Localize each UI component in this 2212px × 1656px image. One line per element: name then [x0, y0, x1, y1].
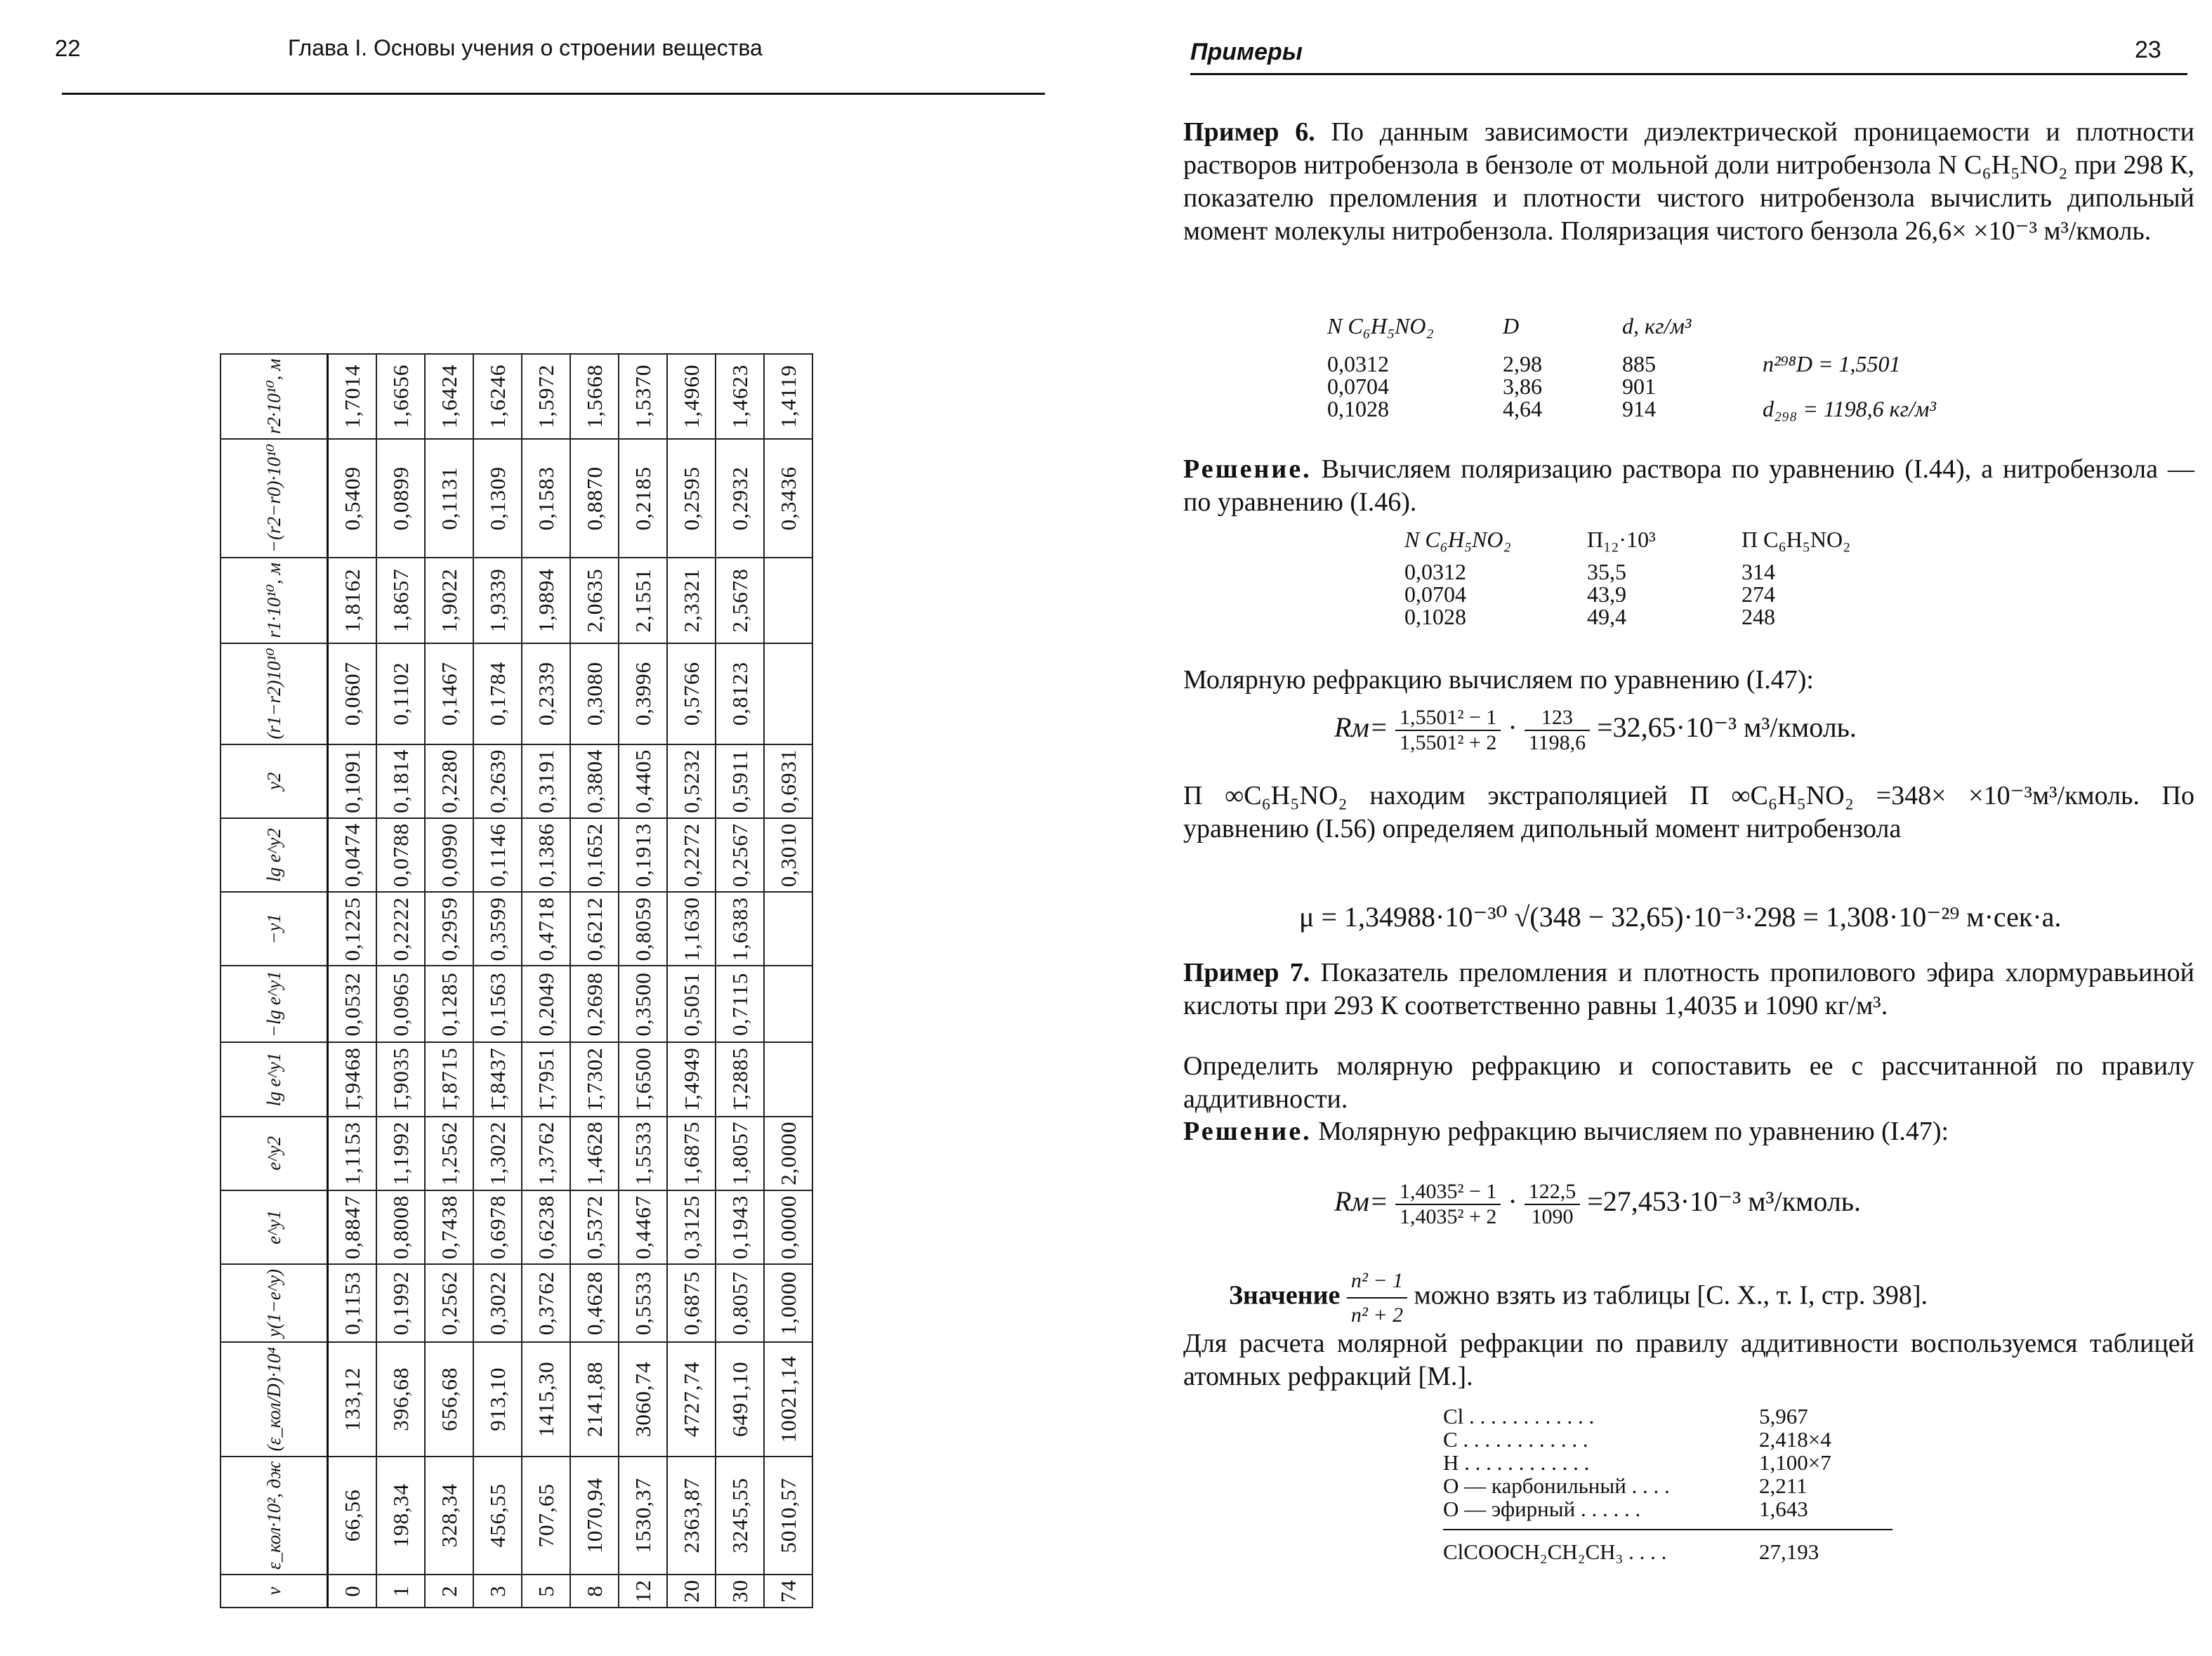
- table-cell: 0,1652: [570, 818, 619, 892]
- frac-den: 1090: [1531, 1205, 1574, 1228]
- table-cell: 1,8657: [376, 558, 425, 643]
- table-cell: 0,2222: [376, 892, 425, 966]
- table-cell: 4727,74: [667, 1342, 716, 1456]
- table-header-cell: ε_кол·10², дж: [220, 1457, 328, 1575]
- frac-num: 122,5: [1525, 1180, 1581, 1205]
- table-cell: 0,8057: [716, 1264, 764, 1342]
- table-cell: 2,0635: [570, 558, 619, 643]
- table-cell: 1,9894: [522, 558, 570, 643]
- running-title: Примеры: [1190, 39, 1303, 65]
- mu-formula: μ = 1,34988·10⁻³⁰ √(348 − 32,65)·10⁻³·298 = 1,308·10⁻²⁹ м·сек·а.: [1299, 901, 2062, 933]
- atom-row: [1443, 1428, 1878, 1451]
- table-cell: 0,8059: [619, 892, 667, 966]
- atom-name: O — эфирный . . . . . .: [1443, 1497, 1641, 1521]
- table-cell: 0,3500: [619, 966, 667, 1042]
- table-cell: 396,68: [376, 1342, 425, 1456]
- header-rule: [1190, 73, 2187, 75]
- table-cell: 0,1386: [522, 818, 570, 892]
- table-cell: 1,6246: [473, 354, 522, 439]
- table-cell: 0,1467: [425, 643, 473, 744]
- table-cell: 1,9339: [473, 558, 522, 643]
- table-cell: 1,6424: [425, 354, 473, 439]
- atom-row: [1443, 1451, 1878, 1474]
- table-cell: 30: [716, 1575, 764, 1608]
- cell: 35,5: [1587, 559, 1626, 584]
- table-cell: 0,4405: [619, 744, 667, 818]
- table-cell: 1,1992: [376, 1117, 425, 1190]
- table-cell: 0,2639: [473, 744, 522, 818]
- rm-frac1: [1395, 1180, 1501, 1229]
- table-cell: 1̄,8715: [425, 1042, 473, 1116]
- table-cell: 2,0000: [764, 1117, 812, 1190]
- table-cell: 0,3762: [522, 1264, 570, 1342]
- table-cell: 1̄,9035: [376, 1042, 425, 1116]
- cell: 0,0704: [1404, 581, 1466, 607]
- table-cell: 1,7014: [328, 354, 377, 439]
- table-cell: 5010,57: [764, 1457, 812, 1575]
- example7-task: Определить молярную рефракцию и сопоставить ее с рассчитанной по правилу аддитивности.: [1183, 1051, 2194, 1114]
- table-cell: 0,1563: [473, 966, 522, 1042]
- table-cell: 656,68: [425, 1342, 473, 1456]
- table-cell: 0,1131: [425, 439, 473, 558]
- table-cell: 0,1153: [328, 1264, 377, 1342]
- table-cell: 456,55: [473, 1457, 522, 1575]
- table-cell: [764, 1042, 812, 1116]
- table-cell: [764, 966, 812, 1042]
- pol-row: [1404, 583, 1966, 605]
- table-cell: 133,12: [328, 1342, 377, 1456]
- table-cell: 2,3321: [667, 558, 716, 643]
- table-cell: 1,4119: [764, 354, 812, 439]
- table-cell: 198,34: [376, 1457, 425, 1575]
- table-cell: 1,6656: [376, 354, 425, 439]
- table-cell: 2141,88: [570, 1342, 619, 1456]
- table-cell: 1,1153: [328, 1117, 377, 1190]
- table-cell: 1,9022: [425, 558, 473, 643]
- header-cell: N C₆H₅NO₂: [1404, 527, 1511, 552]
- table-cell: 1,4623: [716, 354, 764, 439]
- cell: 49,4: [1587, 604, 1626, 629]
- chapter-title: Глава I. Основы учения о строении вещества: [288, 35, 763, 60]
- table-cell: 0,3191: [522, 744, 570, 818]
- table-cell: 0,2562: [425, 1264, 473, 1342]
- table-cell: 0,7115: [716, 966, 764, 1042]
- header-cell: d, кг/м³: [1622, 313, 1692, 339]
- table-header-cell: y2: [220, 744, 328, 818]
- header-cell: D: [1503, 313, 1520, 339]
- table-cell: 0,6238: [522, 1190, 570, 1264]
- table-cell: 0,6931: [764, 744, 812, 818]
- rotated-table: [220, 353, 813, 1608]
- table-cell: 1,5370: [619, 354, 667, 439]
- header-cell: N C₆H₅NO₂: [1327, 313, 1434, 339]
- frac-num: 123: [1525, 706, 1590, 731]
- cell: 0,1028: [1327, 396, 1389, 421]
- table-cell: 1,4960: [667, 354, 716, 439]
- table-header-cell: −lg e^y1: [220, 966, 328, 1042]
- table-cell: 6491,10: [716, 1342, 764, 1456]
- table-cell: 10021,14: [764, 1342, 812, 1456]
- table-cell: 2,1551: [619, 558, 667, 643]
- data-table: [220, 353, 813, 1608]
- table-cell: [764, 643, 812, 744]
- data-row: [1327, 375, 2029, 397]
- table-header-cell: −y1: [220, 892, 328, 966]
- table-body: [328, 354, 813, 1608]
- pol-row: [1404, 605, 1966, 628]
- table-cell: 0,0000: [764, 1190, 812, 1264]
- table-cell: 0,5766: [667, 643, 716, 744]
- table-cell: 74: [764, 1575, 812, 1608]
- table-cell: 0,5232: [667, 744, 716, 818]
- table-cell: 1,4628: [570, 1117, 619, 1190]
- pol-header: [1404, 528, 1966, 551]
- table-cell: 0,2339: [522, 643, 570, 744]
- total-value: 27,193: [1759, 1539, 1819, 1564]
- table-cell: 0,0474: [328, 818, 377, 892]
- table-cell: 0,8870: [570, 439, 619, 558]
- table-cell: 0,2698: [570, 966, 619, 1042]
- solution7-paragraph: [1183, 1115, 2194, 1148]
- table-cell: 1,6875: [667, 1117, 716, 1190]
- table-row: [619, 354, 667, 1608]
- table-row: [425, 354, 473, 1608]
- rm-result: =32,65·10⁻³ м³/кмоль.: [1597, 711, 1857, 744]
- table-cell: 12: [619, 1575, 667, 1608]
- table-cell: 1̄,9468: [328, 1042, 377, 1116]
- table-row: [667, 354, 716, 1608]
- frac-den: n² + 2: [1350, 1303, 1404, 1327]
- table-cell: 2: [425, 1575, 473, 1608]
- atom-name: H . . . . . . . . . . . .: [1443, 1450, 1590, 1475]
- table-cell: 0,1309: [473, 439, 522, 558]
- atom-value: 2,418×4: [1759, 1427, 1831, 1452]
- cell: 314: [1742, 559, 1775, 584]
- table-cell: 0,1225: [328, 892, 377, 966]
- value-paragraph: [1229, 1264, 2198, 1332]
- table-cell: 1̄,7951: [522, 1042, 570, 1116]
- table-cell: 1,6383: [716, 892, 764, 966]
- d-value: d₂₉₈ = 1198,6 кг/м³: [1763, 396, 1936, 421]
- cell: 914: [1622, 396, 1656, 421]
- table-cell: 0,1943: [716, 1190, 764, 1264]
- table-cell: 0,2567: [716, 818, 764, 892]
- table-header-cell: lg e^y1: [220, 1042, 328, 1116]
- table-cell: 1,1630: [667, 892, 716, 966]
- table-cell: 707,65: [522, 1457, 570, 1575]
- additivity-paragraph: Для расчета молярной рефракции по правилу аддитивности воспользуемся таблицей атомных рефракций [М.].: [1183, 1329, 2194, 1391]
- table-cell: 0,4718: [522, 892, 570, 966]
- cell: 248: [1742, 604, 1775, 629]
- table-cell: 913,10: [473, 1342, 522, 1456]
- table-cell: 1̄,6500: [619, 1042, 667, 1116]
- table-cell: 0,0990: [425, 818, 473, 892]
- table-cell: 20: [667, 1575, 716, 1608]
- atom-name: O — карбонильный . . . .: [1443, 1473, 1670, 1498]
- pol-row: [1404, 560, 1966, 583]
- table-cell: 0,0899: [376, 439, 425, 558]
- total-name: ClCOOCH₂CH₂CH₃ . . . .: [1443, 1539, 1667, 1564]
- header-rule: [62, 93, 1045, 95]
- table-cell: 0,1285: [425, 966, 473, 1042]
- value-frac: [1347, 1264, 1407, 1332]
- table-header-cell: (ε_кол/D)·10⁴: [220, 1342, 328, 1456]
- table-cell: 0,3080: [570, 643, 619, 744]
- polarization-table: [1404, 528, 1966, 628]
- data-table-header: [1327, 315, 2029, 337]
- table-header-cell: r1·10¹⁰, м: [220, 558, 328, 643]
- table-cell: 3: [473, 1575, 522, 1608]
- rm-result: =27,453·10⁻³ м³/кмоль.: [1587, 1185, 1862, 1218]
- table-row: [764, 354, 812, 1608]
- atom-row: [1443, 1497, 1878, 1520]
- table-cell: 1,8162: [328, 558, 377, 643]
- cell: 0,0312: [1404, 559, 1466, 584]
- table-cell: 0,8123: [716, 643, 764, 744]
- table-cell: 2363,87: [667, 1457, 716, 1575]
- atom-row: [1443, 1405, 1878, 1428]
- table-cell: 0,3599: [473, 892, 522, 966]
- table-cell: 0,2932: [716, 439, 764, 558]
- value-label: Значение: [1229, 1280, 1341, 1310]
- cell: 885: [1622, 351, 1656, 376]
- table-cell: 0,6978: [473, 1190, 522, 1264]
- frac-den: 1198,6: [1528, 731, 1586, 754]
- atom-value: 1,643: [1759, 1497, 1808, 1521]
- cell: 901: [1622, 374, 1656, 399]
- example6-text: По данным зависимости диэлектрической проницаемости и плотности растворов нитробензола в бензоле от мольной доли нитробензола N C₆H₅NO₂ при 298 К, показателю преломления и плотности чистого нитробензола вычислить дипольный момент молекулы нитробензола. Поляризация чистого бензола 26,6× ×10⁻³ м³/кмоль.: [1183, 117, 2194, 246]
- right-page: [1138, 0, 2212, 1656]
- cell: 0,1028: [1404, 604, 1466, 629]
- table-header-cell: (r1−r2)10¹⁰: [220, 643, 328, 744]
- table-cell: 0,5911: [716, 744, 764, 818]
- table-cell: 0,2049: [522, 966, 570, 1042]
- table-cell: 1,3762: [522, 1117, 570, 1190]
- table-row: [376, 354, 425, 1608]
- table-header-cell: e^y2: [220, 1117, 328, 1190]
- data-row: [1327, 397, 2029, 420]
- table-row: [570, 354, 619, 1608]
- table-header-cell: v: [220, 1575, 328, 1608]
- rm-frac2: [1525, 706, 1590, 755]
- table-cell: 0,0532: [328, 966, 377, 1042]
- rm-frac1: [1395, 706, 1501, 755]
- table-cell: 8: [570, 1575, 619, 1608]
- data-row: [1327, 353, 2029, 375]
- example7-paragraph: [1183, 957, 2194, 1023]
- table-row: [473, 354, 522, 1608]
- table-cell: 5: [522, 1575, 570, 1608]
- table-cell: 0,3804: [570, 744, 619, 818]
- table-cell: 1,2562: [425, 1117, 473, 1190]
- table-cell: 0,1784: [473, 643, 522, 744]
- table-cell: 1,8057: [716, 1117, 764, 1190]
- table-cell: 1530,37: [619, 1457, 667, 1575]
- table-cell: 0,1814: [376, 744, 425, 818]
- table-cell: 1,5533: [619, 1117, 667, 1190]
- header-cell: П₁₂·10³: [1587, 527, 1656, 552]
- solution7-text: Молярную рефракцию вычисляем по уравнению (I.47):: [1318, 1117, 1949, 1146]
- atom-row: [1443, 1474, 1878, 1497]
- table-cell: 0,8008: [376, 1190, 425, 1264]
- cell: 2,98: [1503, 351, 1542, 376]
- table-cell: 1̄,7302: [570, 1042, 619, 1116]
- cell: 4,64: [1503, 396, 1542, 421]
- table-cell: 0,0788: [376, 818, 425, 892]
- table-cell: 0,2595: [667, 439, 716, 558]
- table-cell: 2,5678: [716, 558, 764, 643]
- table-cell: 0,3125: [667, 1190, 716, 1264]
- example7-label: Пример 7.: [1183, 958, 1310, 987]
- atom-value: 1,100×7: [1759, 1450, 1831, 1475]
- atom-value: 5,967: [1759, 1404, 1808, 1428]
- table-cell: 3060,74: [619, 1342, 667, 1456]
- right-page-number: 23: [2135, 37, 2161, 63]
- table-cell: 1,3022: [473, 1117, 522, 1190]
- table-cell: 66,56: [328, 1457, 377, 1575]
- table-cell: 0,7438: [425, 1190, 473, 1264]
- table-cell: 0,6875: [667, 1264, 716, 1342]
- atom-name: Cl . . . . . . . . . . . .: [1443, 1404, 1595, 1428]
- table-cell: 0,2959: [425, 892, 473, 966]
- table-cell: 1415,30: [522, 1342, 570, 1456]
- cell: 43,9: [1587, 581, 1626, 607]
- table-cell: 0,2272: [667, 818, 716, 892]
- table-cell: 0,6212: [570, 892, 619, 966]
- solution6-text: Вычисляем поляризацию раствора по уравнению (I.44), а нитробензола — по уравнению (I.46).: [1183, 454, 2194, 517]
- table-cell: 0,0965: [376, 966, 425, 1042]
- table-cell: 0,1913: [619, 818, 667, 892]
- cell: 274: [1742, 581, 1775, 607]
- table-cell: 0,3022: [473, 1264, 522, 1342]
- n-value: n²⁹⁸D = 1,5501: [1763, 351, 1901, 376]
- table-cell: 1070,94: [570, 1457, 619, 1575]
- table-cell: 0,5409: [328, 439, 377, 558]
- table-cell: 0,5051: [667, 966, 716, 1042]
- solution6-label: Решение.: [1183, 454, 1312, 484]
- table-header-cell: −(r2−r0)·10¹⁰: [220, 439, 328, 558]
- sum-rule: [1443, 1529, 1892, 1530]
- rm-formula-7: Rм= $\frac{\text{1,4035² − 1}}{\text{1,4035² + 2}}$ · $\frac{122,5}{1090}$ =27,453·10⁻³ м³/кмоль.: [1334, 1180, 1862, 1228]
- solution6-paragraph: [1183, 453, 2194, 519]
- frac-den: 1,4035² + 2: [1399, 1205, 1497, 1228]
- rm-lhs: Rм=: [1334, 1185, 1388, 1218]
- table-cell: 0,2280: [425, 744, 473, 818]
- solution7-label: Решение.: [1183, 1117, 1312, 1146]
- table-row: [522, 354, 570, 1608]
- rm-formula-6: Rм= $\frac{\text{1,5501² − 1}}{\text{1,5501² + 2}}$ · $\frac{123}{1198,6}$ =32,65·10⁻³ м³/кмоль.: [1334, 706, 1857, 754]
- left-page-number: 22: [55, 35, 81, 61]
- table-header-cell: e^y1: [220, 1190, 328, 1264]
- table-cell: 0,1146: [473, 818, 522, 892]
- cell: 3,86: [1503, 374, 1542, 399]
- atom-name: C . . . . . . . . . . . .: [1443, 1427, 1588, 1452]
- table-cell: 0,2185: [619, 439, 667, 558]
- cell: 0,0704: [1327, 374, 1389, 399]
- example6-data-table: [1327, 315, 2029, 420]
- table-header-row: [220, 354, 328, 1608]
- header-cell: П C₆H₅NO₂: [1742, 527, 1851, 552]
- table-cell: 1̄,8437: [473, 1042, 522, 1116]
- value-text: можно взять из таблицы [С. Х., т. I, стр. 398].: [1414, 1280, 1928, 1310]
- table-cell: 1̄,2885: [716, 1042, 764, 1116]
- table-header-cell: r2·10¹⁰, м: [220, 354, 328, 439]
- table-cell: 1̄,4949: [667, 1042, 716, 1116]
- table-cell: 0,1992: [376, 1264, 425, 1342]
- table-cell: [764, 558, 812, 643]
- table-cell: 0,5533: [619, 1264, 667, 1342]
- table-cell: 1,5668: [570, 354, 619, 439]
- frac-num: n² − 1: [1347, 1264, 1407, 1299]
- table-cell: 0,3996: [619, 643, 667, 744]
- table-cell: 0: [328, 1575, 377, 1608]
- table-cell: 0,8847: [328, 1190, 377, 1264]
- table-header-cell: lg e^y2: [220, 818, 328, 892]
- table-cell: 0,4467: [619, 1190, 667, 1264]
- example7-text: Показатель преломления и плотность пропилового эфира хлормуравьиной кислоты при 293 К соответственно равны 1,4035 и 1090 кг/м³.: [1183, 958, 2194, 1020]
- table-cell: 0,5372: [570, 1190, 619, 1264]
- table-cell: 0,4628: [570, 1264, 619, 1342]
- atom-total-row: [1443, 1540, 1878, 1563]
- table-cell: 0,1091: [328, 744, 377, 818]
- example6-label: Пример 6.: [1183, 117, 1315, 147]
- refraction-intro: Молярную рефракцию вычисляем по уравнению (I.47):: [1183, 665, 1814, 695]
- table-row: [328, 354, 377, 1608]
- table-cell: 0,1102: [376, 643, 425, 744]
- left-page: [0, 0, 1095, 1656]
- frac-den: 1,5501² + 2: [1399, 731, 1497, 754]
- table-cell: 0,3010: [764, 818, 812, 892]
- table-cell: 1: [376, 1575, 425, 1608]
- table-cell: 3245,55: [716, 1457, 764, 1575]
- table-cell: 0,3436: [764, 439, 812, 558]
- table-cell: 0,1583: [522, 439, 570, 558]
- example6-paragraph: [1183, 116, 2194, 248]
- atomic-refractions: [1443, 1405, 1892, 1563]
- frac-num: 1,4035² − 1: [1395, 1180, 1501, 1205]
- table-cell: 1,5972: [522, 354, 570, 439]
- cell: 0,0312: [1327, 351, 1389, 376]
- table-cell: [764, 892, 812, 966]
- rm-frac2: [1525, 1180, 1581, 1229]
- atom-value: 2,211: [1759, 1473, 1808, 1498]
- table-header-cell: y(1−e^y): [220, 1264, 328, 1342]
- table-cell: 0,0607: [328, 643, 377, 744]
- table-cell: 1,0000: [764, 1264, 812, 1342]
- rm-lhs: Rм=: [1334, 711, 1388, 744]
- extrapolation-paragraph: П ∞C₆H₅NO₂ находим экстраполяцией П ∞C₆H₅NO₂ =348× ×10⁻³м³/кмоль. По уравнению (I.56) определяем дипольный момент нитробензола: [1183, 781, 2194, 843]
- frac-num: 1,5501² − 1: [1395, 706, 1501, 731]
- table-cell: 328,34: [425, 1457, 473, 1575]
- table-row: [716, 354, 764, 1608]
